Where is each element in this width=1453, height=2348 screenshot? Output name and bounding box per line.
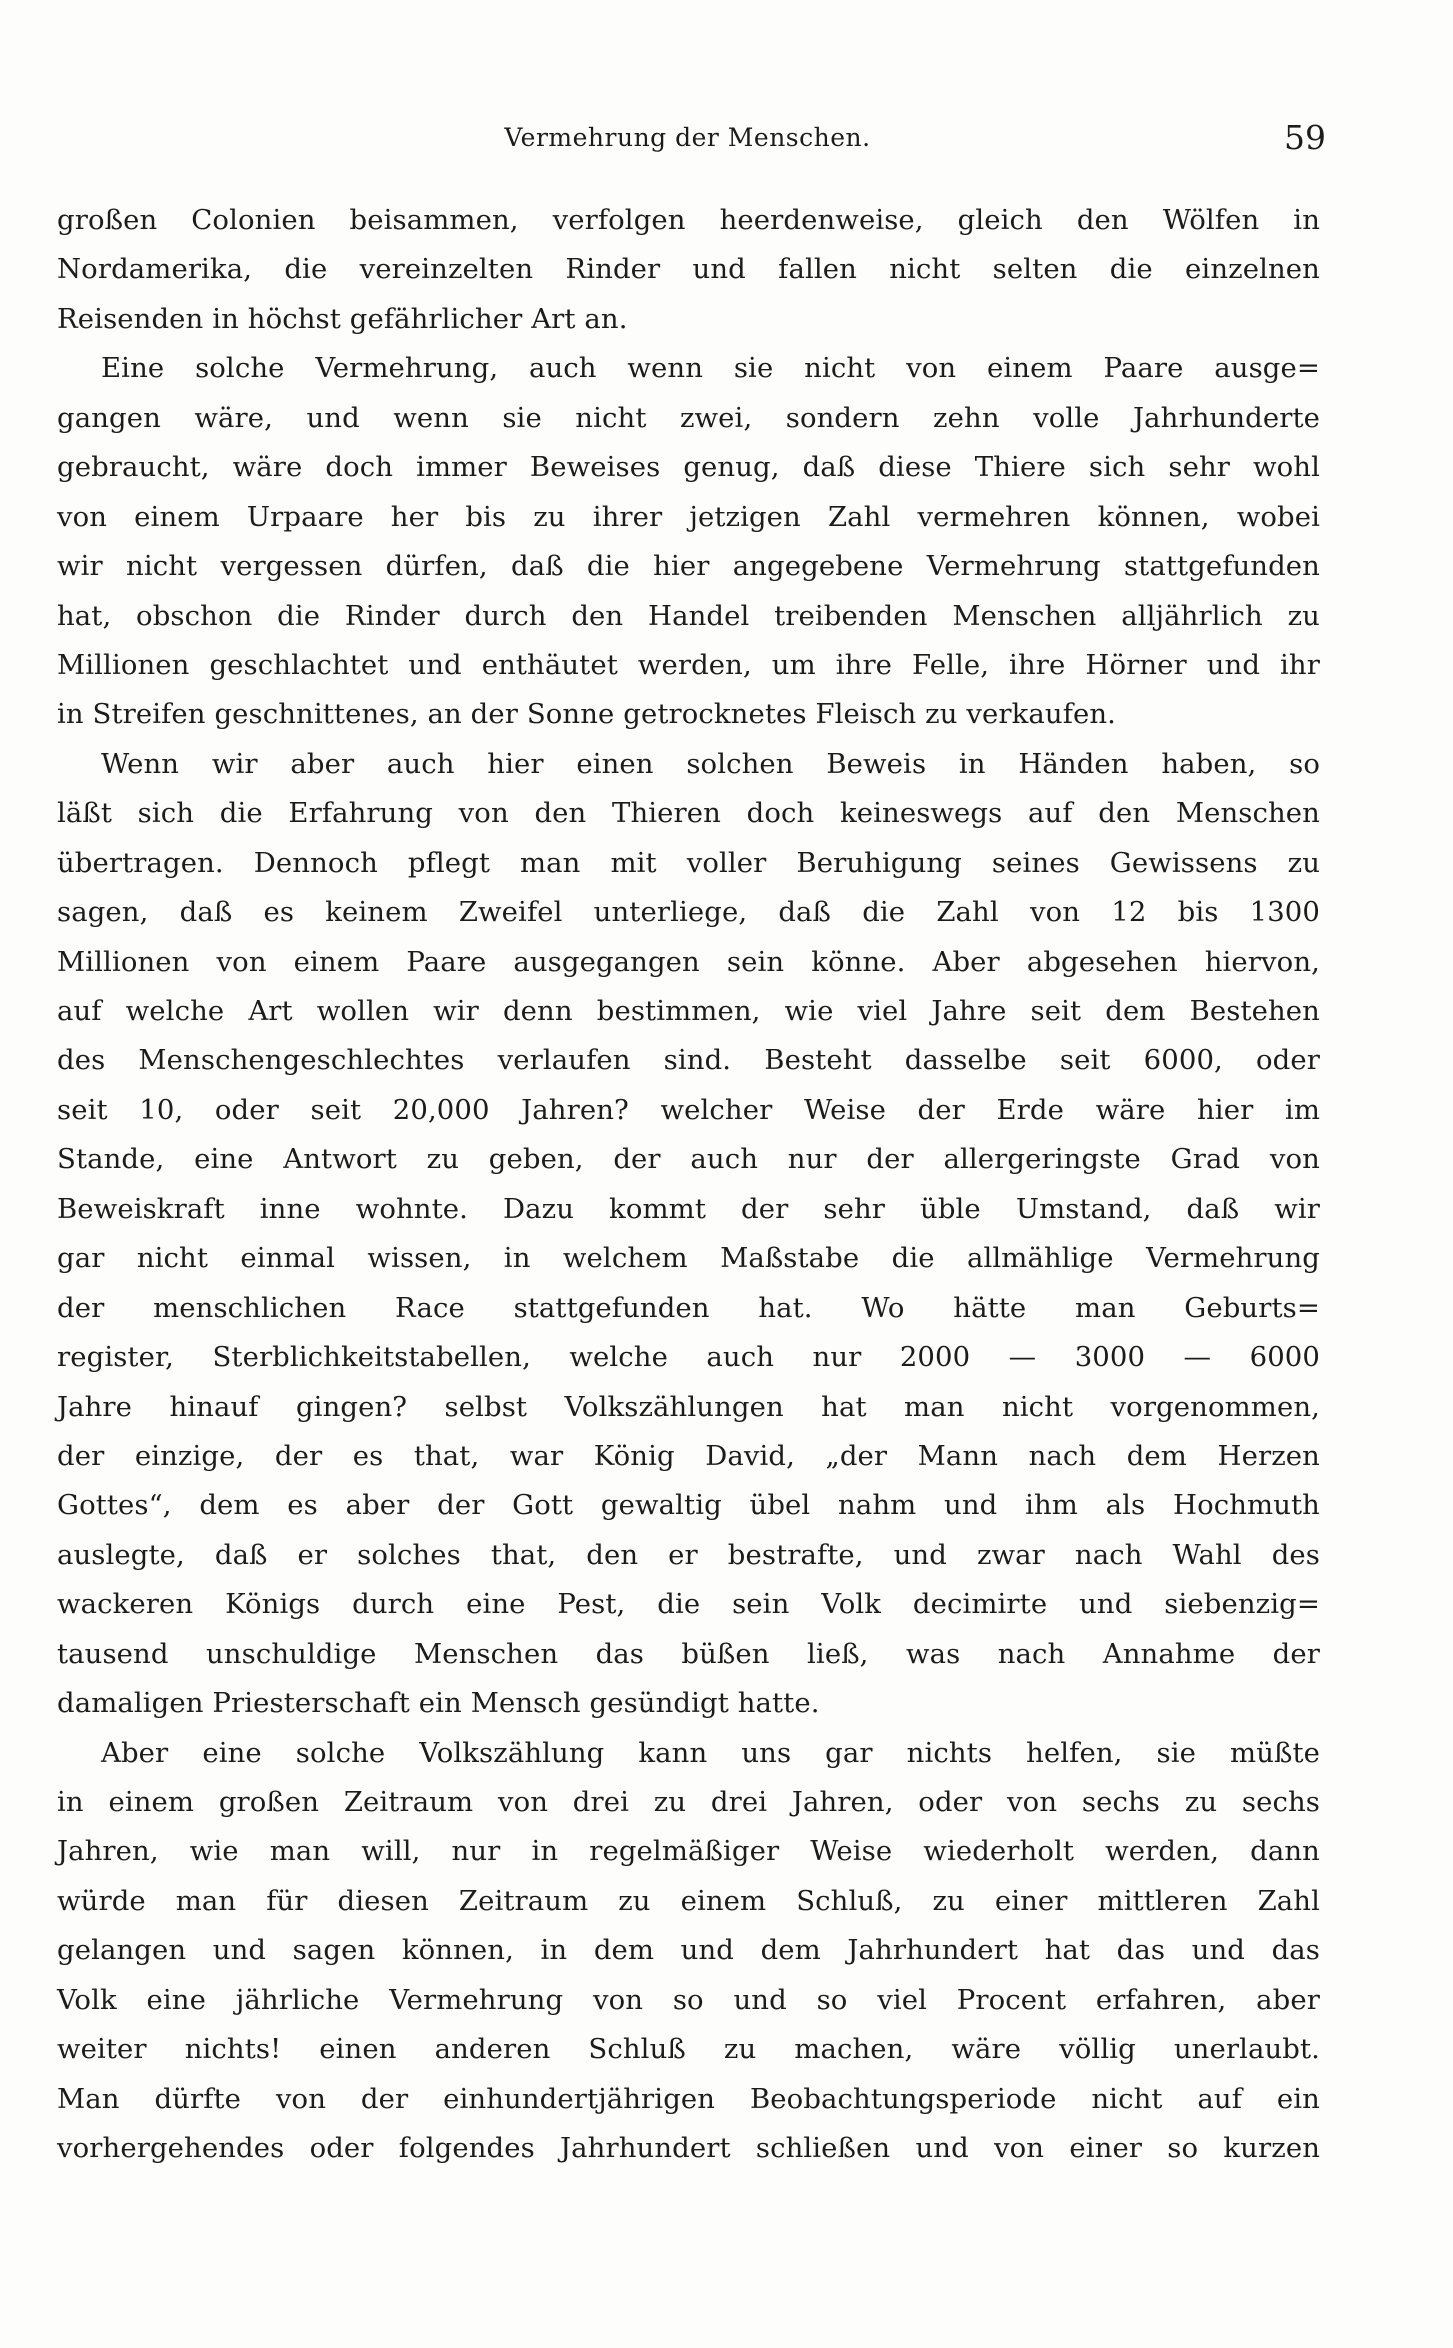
text-line: der menschlichen Race stattgefunden hat. Wo hätte man Geburts= [57, 1291, 1320, 1324]
text-line: wackeren Königs durch eine Pest, die sein Volk decimirte und siebenzig= [57, 1588, 1320, 1621]
text-line: Millionen von einem Paare ausgegangen sein könne. Aber abgesehen hiervon, [57, 945, 1320, 978]
text-line: Millionen geschlachtet und enthäutet werden, um ihre Felle, ihre Hörner und ihr [57, 648, 1320, 681]
text-line: gelangen und sagen können, in dem und dem Jahrhundert hat das und das [57, 1934, 1320, 1967]
text-line: Reisenden in höchst gefährlicher Art an. [57, 302, 628, 335]
text-line: wir nicht vergessen dürfen, daß die hier angegebene Vermehrung stattgefunden [57, 550, 1320, 583]
text-line: Volk eine jährliche Vermehrung von so und so viel Procent erfahren, aber [57, 1983, 1320, 2016]
text-line: von einem Urpaare her bis zu ihrer jetzigen Zahl vermehren können, wobei [57, 500, 1320, 533]
text-line: Stande, eine Antwort zu geben, der auch nur der allergeringste Grad von [57, 1143, 1320, 1176]
text-line: Beweiskraft inne wohnte. Dazu kommt der sehr üble Umstand, daß wir [57, 1192, 1320, 1225]
text-line: seit 10, oder seit 20,000 Jahren? welcher Weise der Erde wäre hier im [57, 1093, 1320, 1126]
text-line: register, Sterblichkeitstabellen, welche auch nur 2000 — 3000 — 6000 [57, 1341, 1320, 1374]
text-line: läßt sich die Erfahrung von den Thieren doch keineswegs auf den Menschen [57, 797, 1320, 830]
text-line: tausend unschuldige Menschen das büßen ließ, was nach Annahme der [57, 1637, 1320, 1670]
paragraph-first-line: Aber eine solche Volkszählung kann uns gar nichts helfen, sie müßte [101, 1736, 1320, 1769]
text-line: Gottes“, dem es aber der Gott gewaltig übel nahm und ihm als Hochmuth [57, 1489, 1320, 1522]
text-line: auslegte, daß er solches that, den er bestrafte, und zwar nach Wahl des [57, 1538, 1320, 1571]
text-line: Jahre hinauf gingen? selbst Volkszählungen hat man nicht vorgenommen, [57, 1390, 1320, 1423]
text-line: gangen wäre, und wenn sie nicht zwei, sondern zehn volle Jahrhunderte [57, 401, 1320, 434]
text-line: sagen, daß es keinem Zweifel unterliege, daß die Zahl von 12 bis 1300 [57, 896, 1320, 929]
running-head [55, 116, 1326, 160]
text-line: gar nicht einmal wissen, in welchem Maßstabe die allmählige Vermehrung [57, 1242, 1320, 1275]
page-number: 59 [1284, 118, 1326, 157]
text-line: großen Colonien beisammen, verfolgen heerdenweise, gleich den Wölfen in [57, 204, 1320, 236]
text-line: weiter nichts! einen anderen Schluß zu machen, wäre völlig unerlaubt. [57, 2033, 1320, 2066]
text-line: würde man für diesen Zeitraum zu einem Schluß, zu einer mittleren Zahl [57, 1884, 1320, 1917]
text-line: damaligen Priesterschaft ein Mensch gesündigt hatte. [57, 1687, 820, 1720]
text-line: Nordamerika, die vereinzelten Rinder und fallen nicht selten die einzelnen [57, 253, 1320, 286]
text-line: Man dürfte von der einhundertjährigen Beobachtungsperiode nicht auf ein [57, 2082, 1320, 2115]
body-text [57, 196, 1320, 2174]
text-line: auf welche Art wollen wir denn bestimmen, wie viel Jahre seit dem Bestehen [57, 995, 1320, 1027]
text-line: des Menschengeschlechtes verlaufen sind. Besteht dasselbe seit 6000, oder [57, 1044, 1320, 1077]
running-title: Vermehrung der Menschen. [504, 123, 871, 152]
paragraph-first-line: Eine solche Vermehrung, auch wenn sie nicht von einem Paare ausge= [101, 352, 1320, 385]
text-line: hat, obschon die Rinder durch den Handel treibenden Menschen alljährlich zu [57, 599, 1320, 632]
text-line: in einem großen Zeitraum von drei zu drei Jahren, oder von sechs zu sechs [57, 1786, 1320, 1818]
text-line: vorhergehendes oder folgendes Jahrhundert schließen und von einer so kurzen [57, 2132, 1320, 2165]
text-line: in Streifen geschnittenes, an der Sonne getrocknetes Fleisch zu verkaufen. [57, 698, 1117, 731]
text-line: übertragen. Dennoch pflegt man mit voller Beruhigung seines Gewissens zu [57, 846, 1320, 879]
text-line: der einzige, der es that, war König David, „der Mann nach dem Herzen [57, 1439, 1320, 1472]
text-line: Jahren, wie man will, nur in regelmäßiger Weise wiederholt werden, dann [57, 1835, 1320, 1868]
paragraph-first-line: Wenn wir aber auch hier einen solchen Beweis in Händen haben, so [101, 747, 1320, 780]
text-line: gebraucht, wäre doch immer Beweises genug, daß diese Thiere sich sehr wohl [57, 451, 1320, 484]
